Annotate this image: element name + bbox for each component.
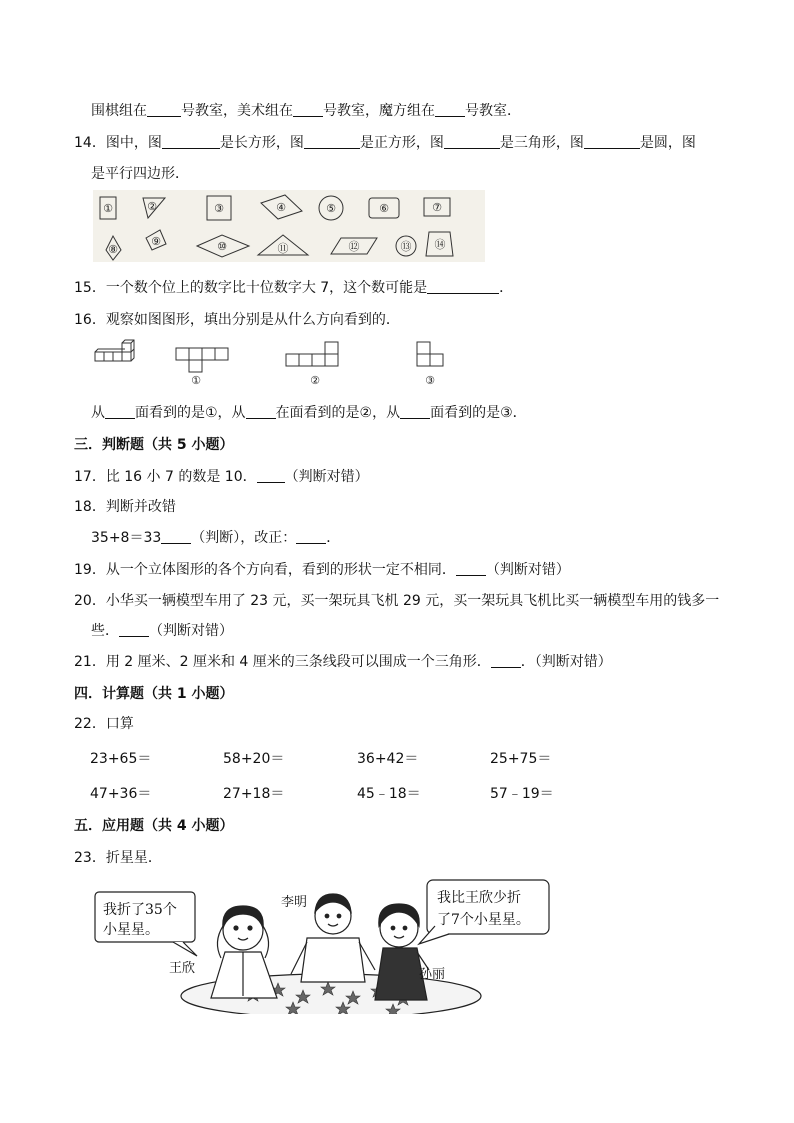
q14-blank-4[interactable]: [584, 134, 640, 149]
shape-label-6: ⑥: [379, 202, 389, 215]
view-1: [176, 348, 228, 372]
q18-end: ．: [326, 530, 341, 546]
q18-blank-2[interactable]: [296, 529, 326, 544]
shape-label-4: ④: [276, 201, 286, 214]
q16-answer-text-4: 面看到的是③．: [430, 405, 527, 421]
q16-blank-1[interactable]: [105, 404, 135, 419]
q20-line-1: 20．小华买一辆模型车用了 23 元，买一架玩具飞机 29 元，买一架玩具飞机比买一辆模型车用的钱多一: [74, 593, 720, 609]
q16-answer-line: [91, 403, 527, 423]
cube-solid: [95, 340, 134, 361]
shape-label-7: ⑦: [432, 201, 442, 214]
q14-text-4: 是三角形，图: [499, 135, 584, 151]
name-sun-li: 孙丽: [419, 967, 446, 982]
shape-label-14: ⑭: [434, 238, 446, 251]
q20-tail: （判断对错）: [149, 623, 233, 639]
q21-text: 21．用 2 厘米、2 厘米和 4 厘米的三条线段可以围成一个三角形．: [74, 654, 491, 670]
q23-illustration: [93, 878, 569, 1014]
shape-label-12: ⑫: [348, 240, 360, 253]
q18-expr: 35+8＝33: [91, 530, 162, 546]
calc-r1-c1: 23+65＝: [90, 751, 152, 767]
section-4-title: 四．计算题（共 1 小题）: [74, 686, 234, 702]
q16-line: 16．观察如图图形，填出分别是从什么方向看到的．: [74, 312, 400, 328]
q16-answer-text-1: 从: [91, 405, 105, 421]
q13-text-3: 号教室，魔方组在: [323, 103, 435, 119]
q15-line: [74, 278, 513, 298]
q14-blank-2[interactable]: [304, 134, 360, 149]
view-2: [286, 342, 338, 366]
view-label-1: ①: [191, 374, 201, 387]
q19-line: [74, 560, 570, 580]
bubble-right-line-1: 我比王欣少折: [437, 890, 521, 906]
view-label-3: ③: [425, 374, 435, 387]
q16-answer-text-3: 在面看到的是②，从: [275, 405, 401, 421]
q23-line: 23．折星星．: [74, 850, 162, 866]
q19-tail: （判断对错）: [485, 562, 570, 578]
calc-r1-c2: 58+20＝: [223, 751, 285, 767]
shape-label-11: ⑪: [277, 242, 289, 255]
girl-left-figure: [211, 906, 277, 998]
q17-text: 17．比 16 小 7 的数是 10．: [74, 469, 257, 485]
name-li-ming: 李明: [281, 895, 308, 910]
bubble-left-line-1: 我折了35个: [103, 902, 177, 918]
q19-blank[interactable]: [456, 561, 486, 576]
q20-text-2: 些．: [91, 623, 119, 639]
q13-text-2: 号教室，美术组在: [181, 103, 293, 119]
q14-line-1: [74, 133, 696, 153]
q17-tail: （判断对错）: [284, 469, 369, 485]
q20-line-2: [91, 621, 233, 641]
section-3-title: 三．判断题（共 5 小题）: [74, 437, 234, 453]
view-3: [417, 342, 443, 366]
q14-blank-3[interactable]: [444, 134, 500, 149]
bubble-left-line-2: 小星星。: [103, 922, 159, 938]
calc-r1-c4: 25+75＝: [490, 751, 552, 767]
q13-line: [91, 101, 521, 121]
calc-r2-c1: 47+36＝: [90, 786, 152, 802]
q17-line: [74, 467, 369, 487]
calc-r2-c4: 57﹣19＝: [490, 786, 554, 802]
q20-blank[interactable]: [119, 622, 149, 637]
q15-end: ．: [499, 280, 514, 296]
q14-text-2: 是长方形，图: [219, 135, 304, 151]
calc-r2-c2: 27+18＝: [223, 786, 285, 802]
girl-right-figure: [375, 904, 429, 1000]
q16-blank-2[interactable]: [246, 404, 276, 419]
q15-text: 15．一个数个位上的数字比十位数字大 7，这个数可能是: [74, 280, 428, 296]
shape-label-9: ⑨: [151, 235, 161, 248]
q13-text-1: 围棋组在: [91, 103, 147, 119]
bubble-right-line-2: 了7个小星星。: [437, 912, 530, 928]
shape-label-1: ①: [103, 202, 113, 215]
q18-mid: （判断），改正：: [191, 530, 297, 546]
shape-label-2: ②: [147, 200, 157, 213]
q21-blank[interactable]: [491, 653, 521, 668]
q21-line: [74, 652, 612, 672]
q13-blank-3[interactable]: [435, 102, 465, 117]
q14-text-1: 14．图中，图: [74, 135, 162, 151]
q14-line-2: 是平行四边形．: [91, 166, 189, 182]
q21-mid: ．: [520, 654, 535, 670]
q16-answer-text-2: 面看到的是①，从: [135, 405, 246, 421]
shape-label-10: ⑩: [217, 240, 227, 253]
q18-line: 18．判断并改错: [74, 499, 176, 515]
q14-text-3: 是正方形，图: [359, 135, 444, 151]
q18-blank-1[interactable]: [161, 529, 191, 544]
shape-label-8: ⑧: [108, 243, 118, 256]
q13-blank-1[interactable]: [147, 102, 181, 117]
calc-r1-c3: 36+42＝: [357, 751, 419, 767]
name-wang-xin: 王欣: [169, 961, 196, 976]
q19-text: 19．从一个立体图形的各个方向看，看到的形状一定不相同．: [74, 562, 456, 578]
view-label-2: ②: [310, 374, 320, 387]
q13-blank-2[interactable]: [293, 102, 323, 117]
section-5-title: 五．应用题（共 4 小题）: [74, 818, 234, 834]
q17-blank[interactable]: [257, 468, 285, 483]
q14-blank-1[interactable]: [162, 134, 220, 149]
q14-text-5: 是圆，图: [639, 135, 696, 151]
q13-text-4: 号教室．: [465, 103, 521, 119]
q22-line: 22．口算: [74, 716, 134, 732]
calc-r2-c3: 45﹣18＝: [357, 786, 421, 802]
q21-tail: （判断对错）: [534, 654, 612, 670]
q15-blank[interactable]: [427, 279, 499, 294]
q18-answer-line: [91, 528, 340, 548]
q16-blank-3[interactable]: [400, 404, 430, 419]
shape-label-3: ③: [214, 202, 224, 215]
shape-label-5: ⑤: [326, 202, 336, 215]
shape-label-13: ⑬: [400, 240, 412, 253]
q16-views-figure: [90, 338, 450, 390]
q14-shapes-figure: [93, 190, 485, 262]
